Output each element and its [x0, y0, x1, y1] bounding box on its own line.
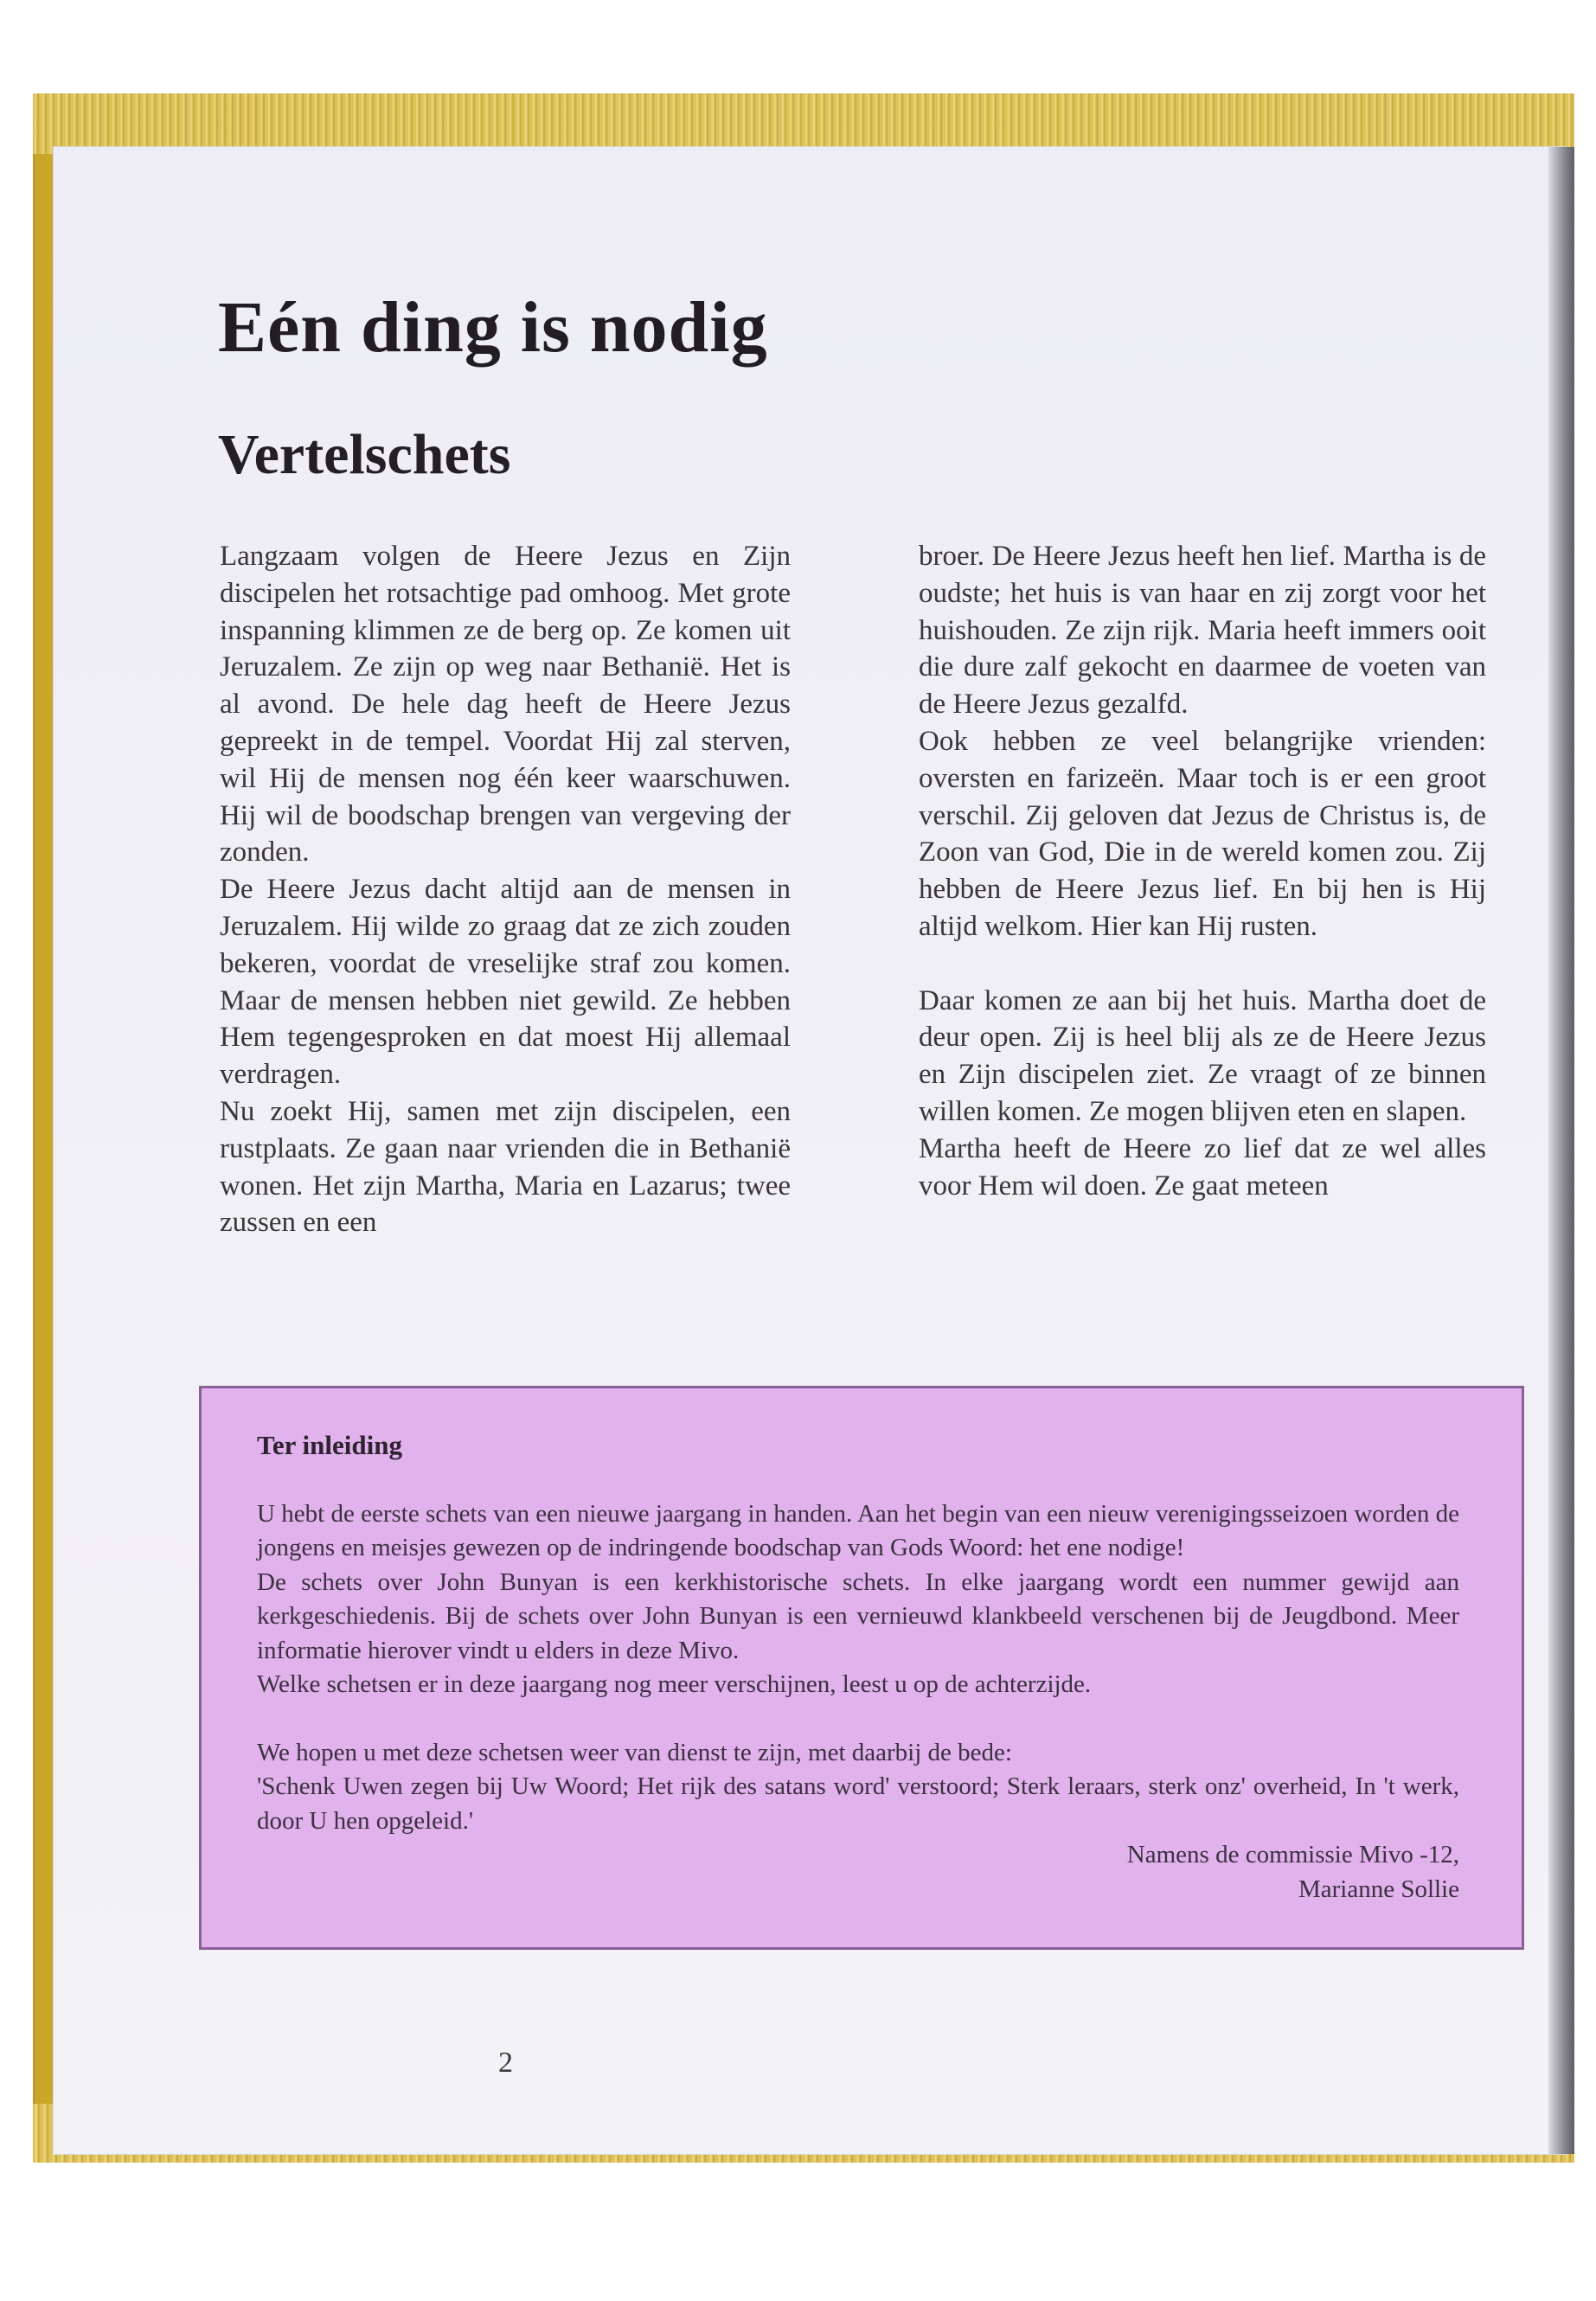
left-paragraph-3: Nu zoekt Hij, samen met zijn discipelen, een rustplaats. Ze gaan naar vrienden die in Bethanië wonen. Het zijn Martha, Maria en Lazarus; twee zussen en een: [220, 1095, 791, 1239]
right-paragraph-4: Martha heeft de Heere zo lief dat ze wel alles voor Hem wil doen. Ze gaat meteen: [919, 1132, 1486, 1202]
intro-paragraph-5: 'Schenk Uwen zegen bij Uw Woord; Het rijk des satans word' verstoord; Sterk leraars, sterk onz' overheid, In 't werk, door U hen opgeleid.': [257, 1772, 1459, 1835]
left-paragraph-2: De Heere Jezus dacht altijd aan de mensen in Jeruzalem. Hij wilde zo graag dat ze zich zouden bekeren, voordat de vreselijke straf zou komen. Maar de mensen hebben niet gewild. Ze hebben Hem tegengesproken en dat moest Hij allemaal verdragen.: [220, 874, 791, 1091]
intro-paragraph-3: Welke schetsen er in deze jaargang nog meer verschijnen, leest u op de achterzijde.: [257, 1670, 1092, 1698]
intro-paragraph-4: We hopen u met deze schetsen weer van dienst te zijn, met daarbij de bede:: [257, 1738, 1012, 1766]
cover-top-edge: [33, 93, 1574, 154]
intro-signature: [257, 1838, 1459, 1907]
left-text-column: [220, 538, 791, 1241]
page-binding-edge: [1548, 147, 1574, 2154]
intro-heading: Ter inleiding: [257, 1430, 402, 1460]
signature-line-1: Namens de commissie Mivo -12,: [1126, 1841, 1459, 1868]
page-number: 2: [498, 2047, 513, 2079]
intro-paragraph-1: U hebt de eerste schets van een nieuwe jaargang in handen. Aan het begin van een nieuw verenigingsseizoen worden de jongens en meisjes gewezen op de indringende boodschap van Gods Woord: het ene nodige!: [257, 1499, 1459, 1561]
right-paragraph-3: Daar komen ze aan bij het huis. Martha doet de deur open. Zij is heel blij als ze de Heere Jezus en Zijn discipelen ziet. Ze vraagt of ze binnen willen komen. Ze mogen blijven eten en slapen.: [919, 984, 1486, 1127]
signature-line-2: Marianne Sollie: [1298, 1875, 1459, 1903]
page-title: Eén ding is nodig: [218, 287, 768, 368]
right-paragraph-2: Ook hebben ze veel belangrijke vrienden: oversten en farizeën. Maar toch is er een groot verschil. Zij geloven dat Jezus de Christus is, de Zoon van God, Die in de wereld komen zou. Zij hebben de Heere Jezus lief. En bij hen is Hij altijd welkom. Hier kan Hij rusten.: [919, 725, 1486, 942]
right-paragraph-1: broer. De Heere Jezus heeft hen lief. Martha is de oudste; het huis is van haar en zij zorgt voor het huishouden. Ze zijn rijk. Maria heeft immers ooit die dure zalf gekocht en daarmee de voeten van de Heere Jezus gezalfd.: [919, 541, 1486, 721]
section-subtitle: Vertelschets: [218, 423, 511, 486]
intro-paragraph-2: De schets over John Bunyan is een kerkhistorische schets. In elke jaargang wordt een nummer gewijd aan kerkgeschiedenis. Bij de schets over John Bunyan is een vernieuwd klankbeeld verschenen bij de Jeugdbond. Meer informatie hierover vindt u elders in deze Mivo.: [257, 1567, 1459, 1664]
left-paragraph-1: Langzaam volgen de Heere Jezus en Zijn discipelen het rotsachtige pad omhoog. Met grote inspanning klimmen ze de berg op. Ze komen uit Jeruzalem. Ze zijn op weg naar Bethanië. Het is al avond. De hele dag heeft de Heere Jezus gepreekt in de tempel. Voordat Hij zal sterven, wil Hij de mensen nog één keer waarschuwen. Hij wil de boodschap brengen van vergeving der zonden.: [220, 541, 791, 868]
intro-box: [199, 1386, 1524, 1950]
right-text-column: [919, 538, 1486, 1204]
